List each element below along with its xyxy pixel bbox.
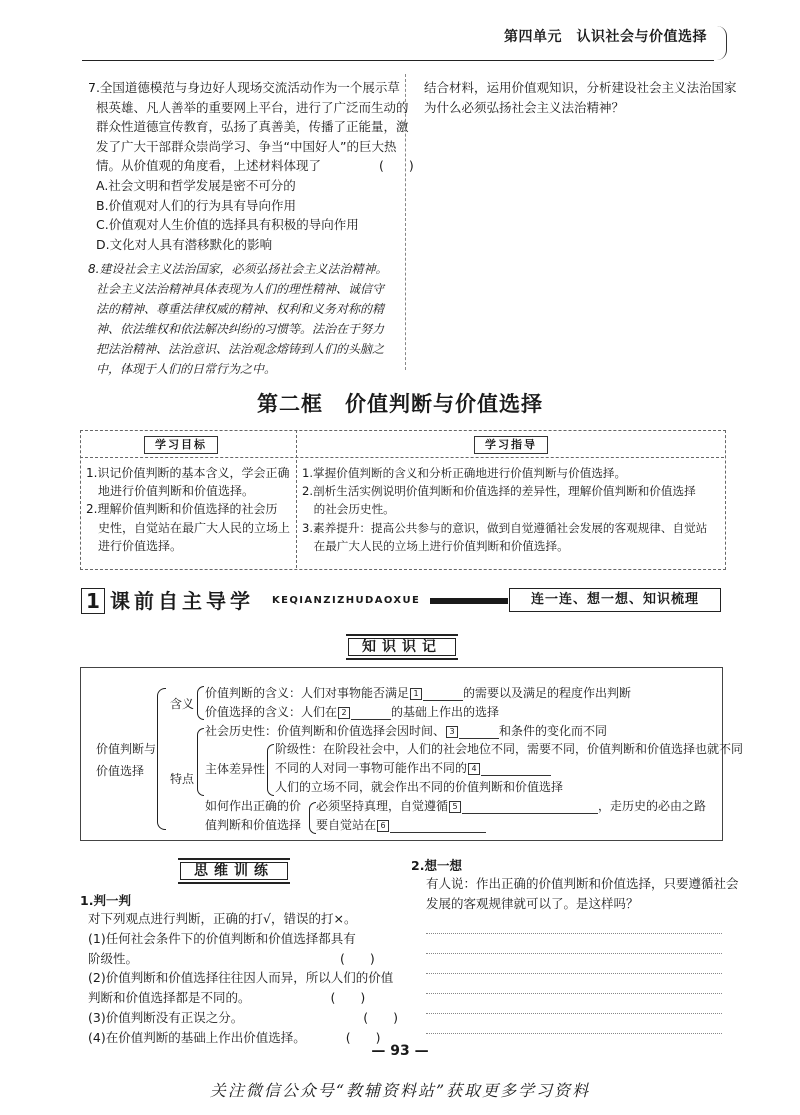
outline-how-1 [316, 797, 706, 814]
learning-goals-text [86, 464, 292, 555]
fill-blank-3[interactable] [459, 725, 499, 739]
footer-note: 关注微信公众号“教辅资料站”获取更多学习资料 [209, 1081, 591, 1100]
guide-line: 2.剖析生活实例说明价值判断和价值选择的差异性，理解价值判断和价值选择 [302, 484, 696, 499]
goal-line: 2.理解价值判断和价值选择的社会历 [86, 502, 278, 517]
header-curve-decoration [716, 26, 727, 60]
q8-cont-line: 结合材料，运用价值观知识，分析建设社会主义法治国家 [424, 80, 737, 95]
judge-intro: 对下列观点进行判断，正确的打√，错误的打×。 [88, 911, 357, 926]
q7-line: 情。从价值观的角度看，上述材料体现了 [96, 158, 322, 174]
q7-option-c: C.价值观对人生价值的选择具有积极的导向作用 [96, 217, 359, 233]
answer-paren[interactable]: ( ) [363, 1009, 398, 1025]
q8-line: 中，体现于人们的日常行为之中。 [96, 362, 277, 376]
blank-number: 1 [410, 688, 422, 700]
outline-text: 和条件的变化而不同 [499, 724, 608, 738]
answer-line[interactable] [426, 974, 722, 994]
q7-line: 群众性道德宣传教育，弘扬了真善美，传播了正能量，激 [96, 119, 409, 135]
answer-paren[interactable]: ( ) [379, 158, 414, 174]
q8-cont-line: 为什么必须弘扬社会主义法治精神？ [424, 99, 625, 115]
question-8 [88, 259, 400, 379]
q7-line: 根英雄、凡人善举的重要网上平台，进行了广泛而生动的 [96, 99, 409, 115]
blank-number: 6 [377, 820, 389, 832]
fill-blank-2[interactable] [351, 706, 391, 720]
outline-text: ，走历史的必由之路 [598, 799, 707, 813]
judge-questions [88, 909, 408, 1048]
answer-line[interactable] [426, 994, 722, 1014]
unit-header: 第四单元 认识社会与价值选择 [504, 29, 707, 45]
q7-option-d: D.文化对人具有潜移默化的影响 [96, 236, 273, 252]
column-divider [405, 74, 406, 370]
outline-meaning-1 [205, 684, 631, 701]
q8-line: 神、依法维权和依法解决纠纷的习惯等。法治在于努力 [96, 322, 385, 336]
outline-text: 必须坚持真理，自觉遵循 [316, 799, 449, 813]
guide-line: 在最广大人民的立场上进行价值判断和价值选择。 [302, 538, 569, 553]
answer-line[interactable] [426, 934, 722, 954]
learning-goals-label-wrap [144, 436, 218, 454]
outline-text: 的需要以及满足的程度作出判断 [463, 686, 632, 700]
think-title: 2.想一想 [411, 858, 462, 873]
think-line: 有人说：作出正确的价值判断和价值选择，只要遵循社会 [426, 876, 739, 891]
outline-meaning-2 [205, 703, 499, 720]
header-rule [82, 60, 714, 61]
outline-subject-2 [275, 759, 551, 776]
outline-subject-1: 阶级性：在阶段社会中，人们的社会地位不同，需要不同，价值判断和价值选择也就不同 [275, 742, 744, 756]
section-bar-rule [430, 598, 508, 604]
think-line: 发展的客观规律就可以了。是这样吗？ [426, 895, 639, 911]
q8-line: 8.建设社会主义法治国家，必须弘扬社会主义法治精神。 [88, 262, 388, 276]
guide-line: 3.素养提升：提高公共参与的意识，做到自觉遵循社会发展的客观规律、自觉站 [302, 520, 708, 535]
q7-line: 7.全国道德模范与身边好人现场交流活动作为一个展示草 [88, 80, 400, 95]
think-question [426, 874, 739, 913]
question-8-continued [424, 78, 737, 117]
blank-number: 3 [446, 726, 458, 738]
fill-blank-5[interactable] [462, 800, 598, 814]
outline-brace-meaning [197, 686, 204, 720]
q7-option-a: A.社会文明和哲学发展是密不可分的 [96, 177, 296, 193]
learning-guide-label-wrap [474, 436, 548, 454]
blank-number: 2 [338, 707, 350, 719]
judge-item-4: (4)在价值判断的基础上作出价值选择。 [88, 1029, 306, 1045]
outline-text: 要自觉站在 [316, 818, 377, 832]
fill-blank-6[interactable] [390, 819, 486, 833]
goal-line: 地进行价值判断和价值选择。 [86, 484, 255, 499]
section-subheading: 连一连、想一想、知识梳理 [509, 588, 721, 612]
q7-line: 发了广大干部群众崇尚学习、争当“中国好人”的巨大热 [96, 138, 397, 154]
answer-lines[interactable] [426, 914, 722, 1034]
judge-item-1-cont: 阶级性。 [88, 950, 139, 966]
outline-subject-3: 人们的立场不同，就会作出不同的价值判断和价值选择 [275, 780, 564, 794]
knowledge-banner: 知识识记 [346, 634, 458, 660]
blank-number: 4 [468, 763, 480, 775]
outline-feature-history [205, 722, 607, 739]
judge-item-2-cont: 判断和价值选择都是不同的。 [88, 990, 251, 1006]
q8-line: 把法治精神、法治意识、法治观念熔铸到人们的头脑之 [96, 342, 385, 356]
learning-goals-label: 学习目标 [144, 436, 218, 454]
outline-how-2 [316, 816, 486, 833]
goal-line: 进行价值选择。 [86, 538, 183, 553]
answer-paren[interactable]: ( ) [340, 950, 375, 966]
judge-item-2: (2)价值判断和价值选择往往因人而异，所以人们的价值 [88, 970, 394, 986]
answer-line[interactable] [426, 914, 722, 934]
outline-brace-root [157, 688, 166, 830]
judge-item-3: (3)价值判断没有正误之分。 [88, 1009, 244, 1025]
judge-title: 1.判一判 [80, 893, 131, 908]
section-heading: 课前自主导学 [110, 589, 254, 613]
learning-guide-label: 学习指导 [474, 436, 548, 454]
goal-line: 史性，自觉站在最广大人民的立场上 [86, 520, 291, 535]
goal-line: 1.识记价值判断的基本含义，学会正确 [86, 466, 290, 480]
outline-how-label: 如何作出正确的价 值判断和价值选择 [205, 799, 302, 832]
guide-line: 1.掌握价值判断的含义和分析正确地进行价值判断与价值选择。 [302, 466, 627, 480]
q8-line: 社会主义法治精神具体表现为人们的理性精神、诚信守 [96, 282, 385, 296]
goals-table-header-rule [80, 457, 724, 458]
learning-guide-text [302, 464, 722, 555]
answer-paren[interactable]: ( ) [345, 1029, 381, 1045]
blank-number: 5 [449, 801, 461, 813]
fill-blank-1[interactable] [423, 687, 463, 701]
outline-text: 不同的人对同一事物可能作出不同的 [275, 761, 468, 775]
outline-text: 的基础上作出的选择 [391, 705, 500, 719]
outline-brace-subject [267, 744, 274, 796]
page-number: — 93 — [371, 1043, 429, 1059]
outline-text: 价值判断的含义：人们对事物能否满足 [205, 686, 410, 700]
outline-meaning-label: 含义 [170, 697, 195, 711]
section-number: 1 [81, 588, 105, 614]
q7-option-b: B.价值观对人们的行为具有导向作用 [96, 197, 297, 213]
q8-line: 法的精神、尊重法律权威的精神、权利和义务对称的精 [96, 302, 385, 316]
answer-line[interactable] [426, 954, 722, 974]
goals-table-divider [296, 430, 297, 568]
outline-brace-how [309, 802, 316, 834]
judge-item-1: (1)任何社会条件下的价值判断和价值选择都具有 [88, 930, 356, 946]
outline-brace-features [197, 728, 204, 796]
section-title: 第二框 价值判断与价值选择 [257, 392, 543, 416]
fill-blank-4[interactable] [481, 762, 551, 776]
section-pinyin: KEQIANZIZHUDAOXUE [272, 595, 421, 606]
answer-line[interactable] [426, 1014, 722, 1034]
outline-subject-diff-label: 主体差异性 [205, 762, 266, 776]
outline-text: 社会历史性：价值判断和价值选择会因时间、 [205, 724, 446, 738]
training-banner: 思维训练 [178, 858, 290, 884]
guide-line: 的社会历史性。 [302, 502, 395, 517]
outline-root: 价值判断与 价值选择 [96, 742, 157, 778]
answer-paren[interactable]: ( ) [330, 990, 366, 1006]
outline-features-label: 特点 [170, 772, 195, 786]
outline-text: 价值选择的含义：人们在 [205, 705, 338, 719]
question-7 [88, 78, 414, 254]
